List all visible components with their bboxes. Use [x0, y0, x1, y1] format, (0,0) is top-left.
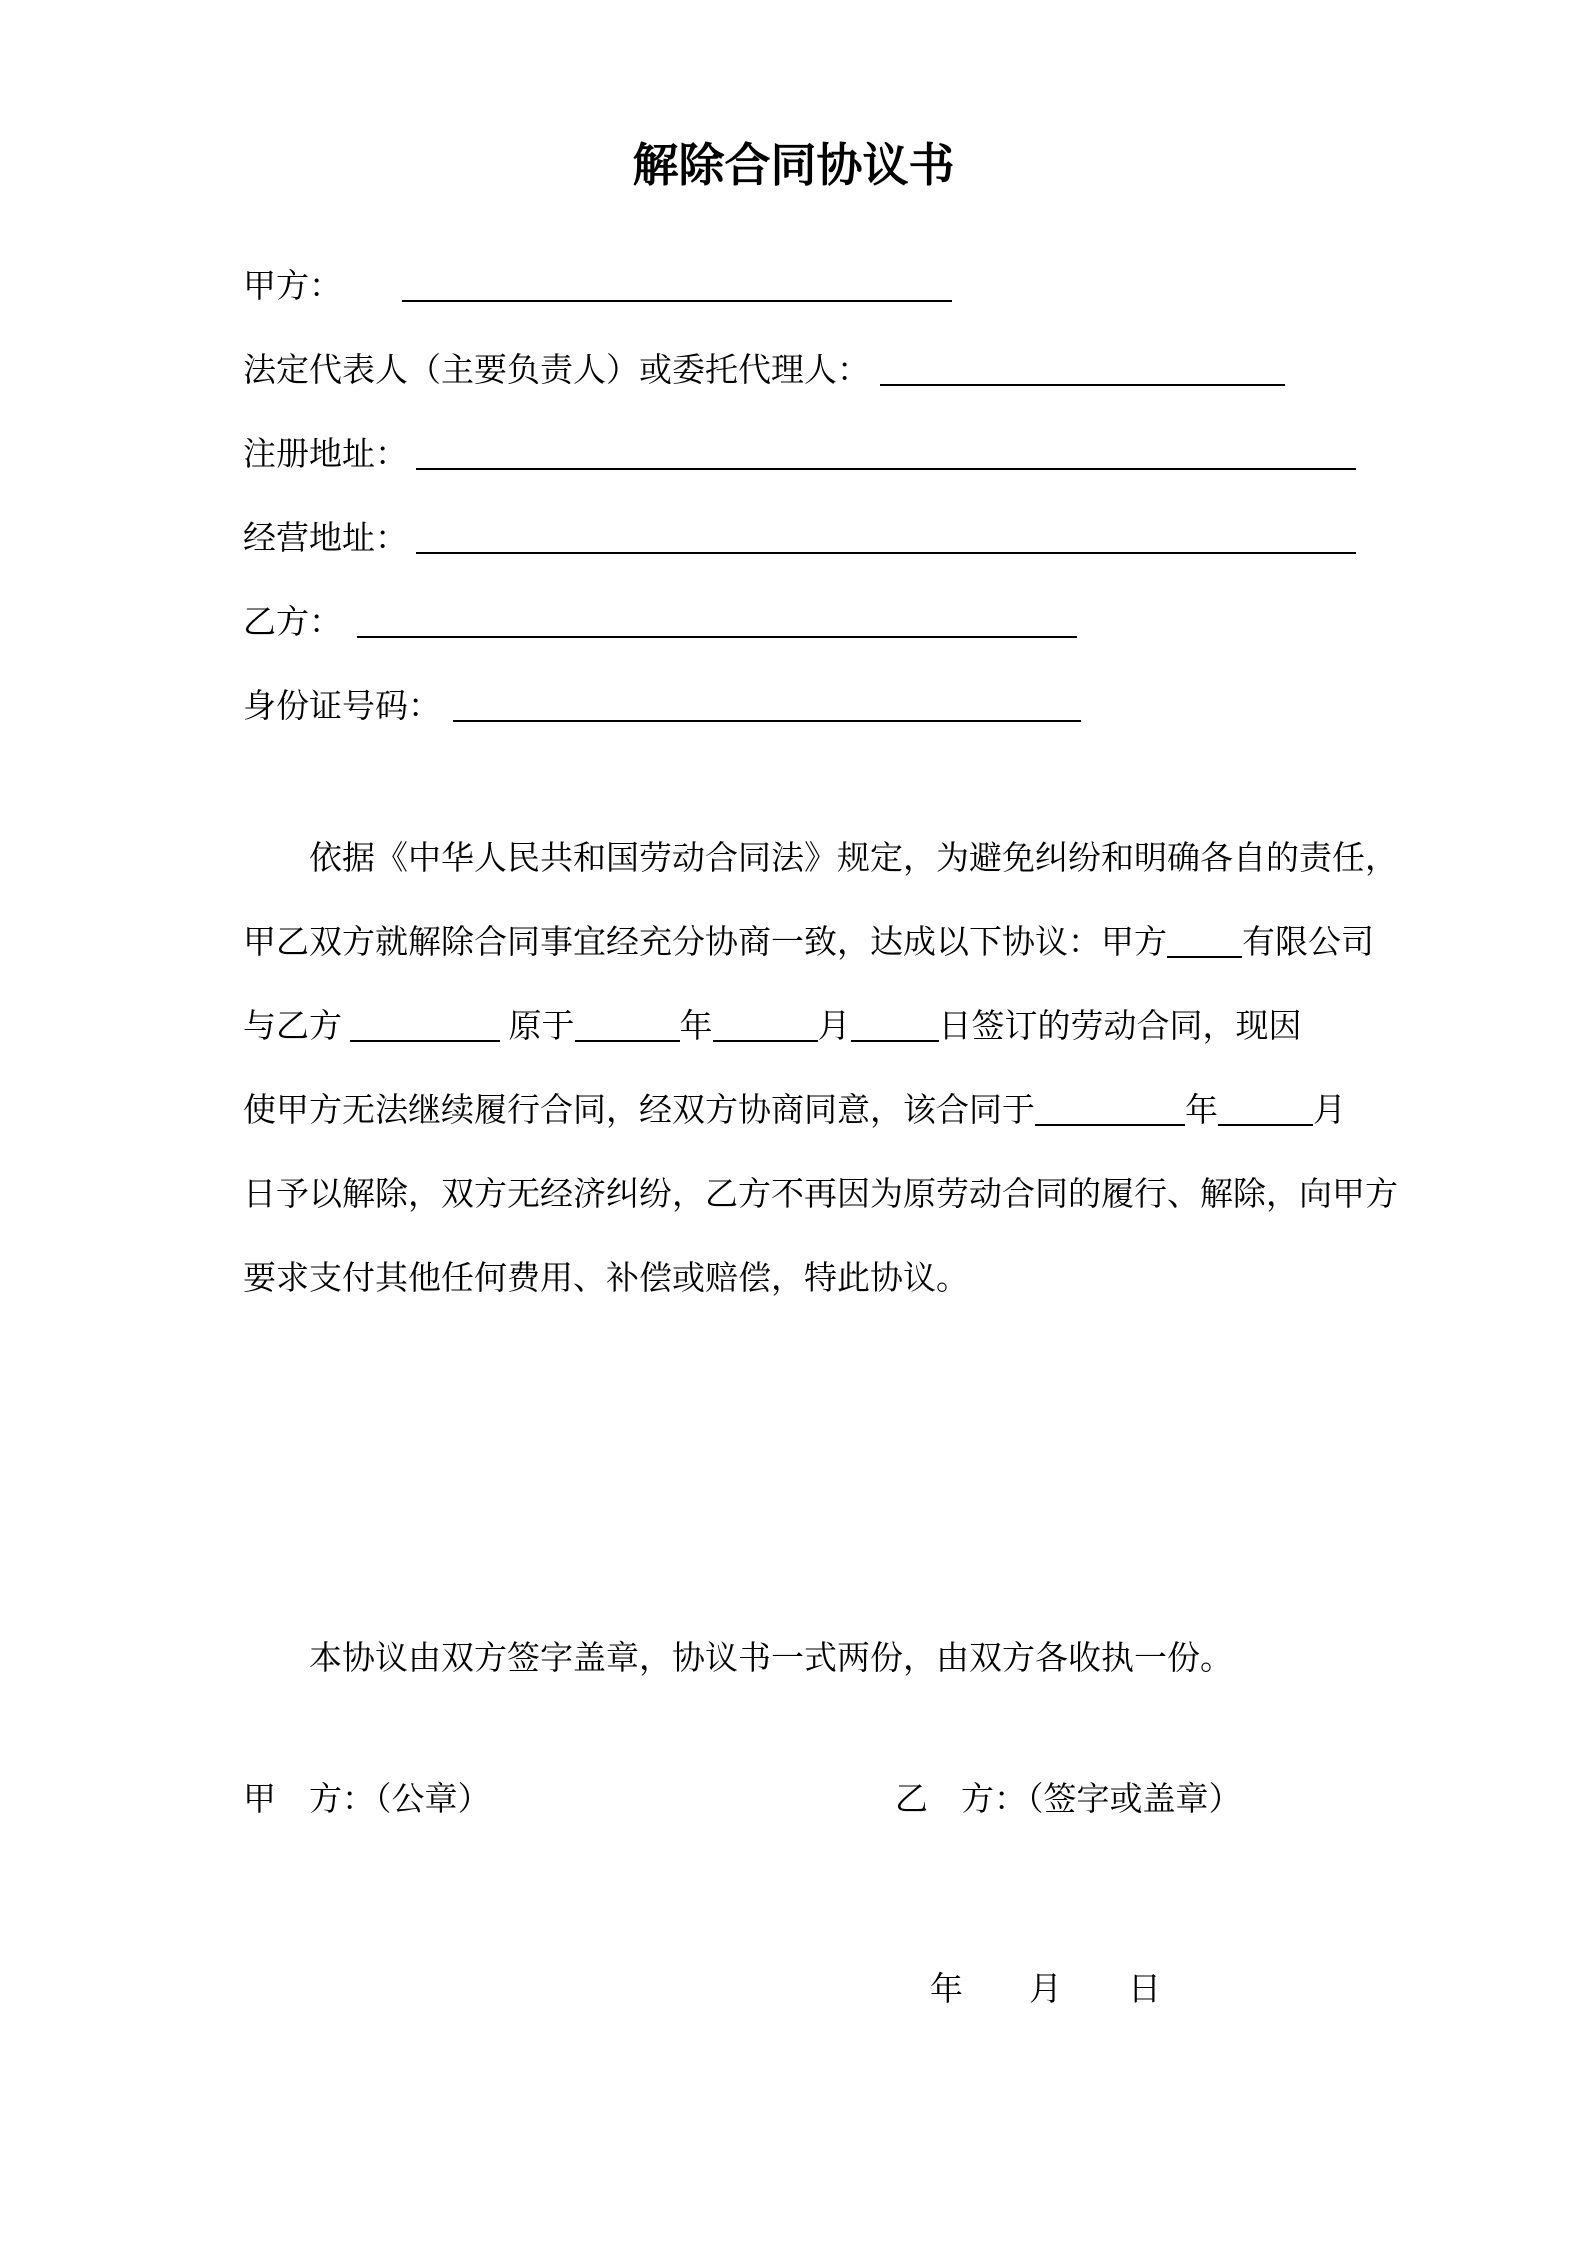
paragraph-line-2	[243, 901, 1374, 985]
text-segment: 与乙方	[243, 1009, 351, 1045]
field-row-id-number	[243, 665, 1353, 749]
field-label-registered-address: 注册地址：	[243, 437, 408, 473]
field-blank-legal-representative	[880, 348, 1285, 386]
inline-blank	[1167, 920, 1242, 958]
inline-blank	[350, 1004, 500, 1042]
text-segment: 依据《中华人民共和国劳动合同法》规定，为避免纠纷和明确各自的责任，	[309, 841, 1398, 877]
field-row-registered-address	[243, 413, 1353, 497]
inline-blank	[1035, 1088, 1185, 1126]
paragraph-line-6	[243, 1237, 1353, 1321]
inline-blank	[851, 1004, 939, 1042]
text-segment: 月	[817, 1009, 851, 1045]
inline-blank	[575, 1004, 680, 1042]
field-label-legal-representative: 法定代表人（主要负责人）或委托代理人：	[243, 353, 870, 389]
text-segment: 原于	[500, 1009, 575, 1045]
field-row-legal-representative	[243, 329, 1353, 413]
text-segment: 要求支付其他任何费用、补偿或赔偿，特此协议。	[243, 1261, 969, 1297]
field-blank-registered-address	[416, 432, 1356, 470]
signature-row	[243, 1758, 1353, 1842]
field-label-id-number: 身份证号码：	[243, 689, 441, 725]
date-line: 年 月 日	[930, 1972, 1161, 2008]
text-segment: 甲乙双方就解除合同事宜经充分协商一致，达成以下协议：甲方	[243, 925, 1167, 961]
field-label-party-b: 乙方：	[243, 605, 342, 641]
body-paragraph	[243, 817, 1398, 1321]
document-content	[243, 0, 1398, 2245]
field-blank-id-number	[453, 684, 1081, 722]
paragraph-line-5	[243, 1153, 1398, 1237]
field-blank-business-address	[416, 516, 1356, 554]
field-blank-party-a	[402, 264, 952, 302]
field-row-party-a	[243, 245, 1353, 329]
closing-paragraph: 本协议由双方签字盖章，协议书一式两份，由双方各收执一份。	[309, 1641, 1233, 1677]
text-segment: 使甲方无法继续履行合同，经双方协商同意，该合同于	[243, 1093, 1035, 1129]
text-segment: 日签订的劳动合同，现因	[938, 1009, 1302, 1045]
paragraph-line-4	[243, 1069, 1353, 1153]
document-title: 解除合同协议书	[632, 140, 955, 191]
text-segment: 年	[679, 1009, 713, 1045]
field-label-business-address: 经营地址：	[243, 521, 408, 557]
party-b-signature-label: 乙 方：（签字或盖章）	[895, 1782, 1242, 1818]
inline-blank	[713, 1004, 818, 1042]
text-segment: 月	[1313, 1093, 1346, 1129]
field-blank-party-b	[357, 600, 1077, 638]
field-row-party-b	[243, 581, 1353, 665]
text-segment: 日予以解除，双方无经济纠纷，乙方不再因为原劳动合同的履行、解除，向甲方	[243, 1177, 1398, 1213]
text-segment: 年	[1185, 1093, 1218, 1129]
field-row-business-address	[243, 497, 1353, 581]
paragraph-line-3	[243, 985, 1353, 1069]
paragraph-line-1	[243, 817, 1398, 901]
party-a-signature-label: 甲 方：（公章）	[243, 1782, 491, 1818]
inline-blank	[1218, 1088, 1313, 1126]
form-fields	[243, 245, 1353, 749]
field-label-party-a: 甲方：	[243, 269, 342, 305]
text-segment: 有限公司	[1242, 925, 1374, 961]
